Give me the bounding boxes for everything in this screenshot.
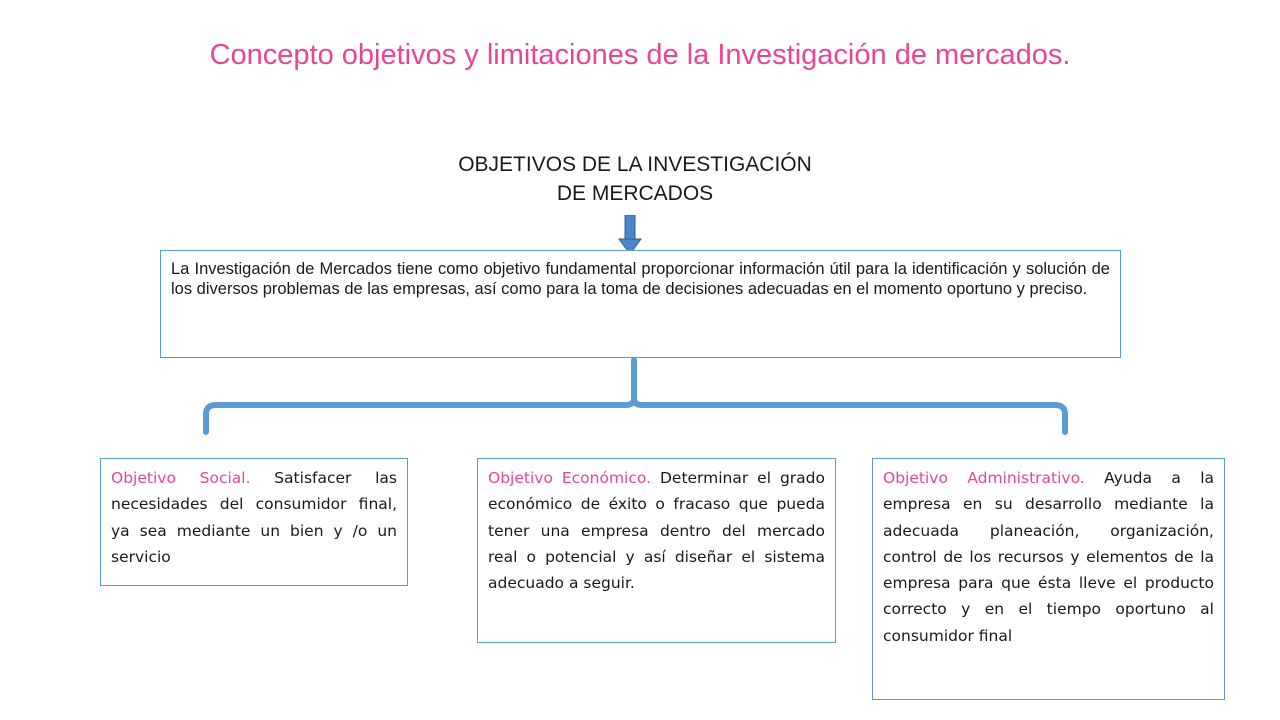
section-heading-line-2: DE MERCADOS bbox=[556, 182, 714, 205]
objective-economic-text: Determinar el grado económico de éxito o fracaso que pueda tener una empresa dentro del mercado real o potencial y así diseñar el sistema adecuado a seguir. bbox=[488, 469, 825, 593]
down-arrow-icon bbox=[618, 215, 642, 255]
objective-social-text: Satisfacer las necesidades del consumidor final, ya sea mediante un bien y /o un servicio bbox=[111, 469, 397, 566]
objective-social-box bbox=[100, 458, 408, 586]
main-objective-text: La Investigación de Mercados tiene como objetivo fundamental proporcionar información útil para la identificación y solución de los diversos problemas de las empresas, así como para la toma de decisiones adecuadas en el momento oportuno y preciso. bbox=[171, 260, 1110, 298]
slide-title: Concepto objetivos y limitaciones de la Investigación de mercados. bbox=[209, 39, 1071, 71]
objective-economic-label: Objetivo Económico. bbox=[488, 469, 652, 487]
main-objective-box bbox=[160, 250, 1121, 358]
section-heading bbox=[380, 150, 890, 208]
objective-administrative-text: Ayuda a la empresa en su desarrollo mediante la adecuada planeación, organización, control de los recursos y elementos de la empresa para que ésta lleve el producto correcto y en el tiempo oportuno al consumidor final bbox=[883, 469, 1215, 645]
objective-administrative-label: Objetivo Administrativo. bbox=[883, 469, 1085, 487]
objective-administrative-box bbox=[872, 458, 1225, 700]
section-heading-line-1: OBJETIVOS DE LA INVESTIGACIÓN bbox=[458, 153, 812, 176]
objective-economic-box bbox=[477, 458, 836, 643]
bracket-connector-path bbox=[206, 360, 1065, 432]
objective-social-label: Objetivo Social. bbox=[111, 469, 251, 487]
